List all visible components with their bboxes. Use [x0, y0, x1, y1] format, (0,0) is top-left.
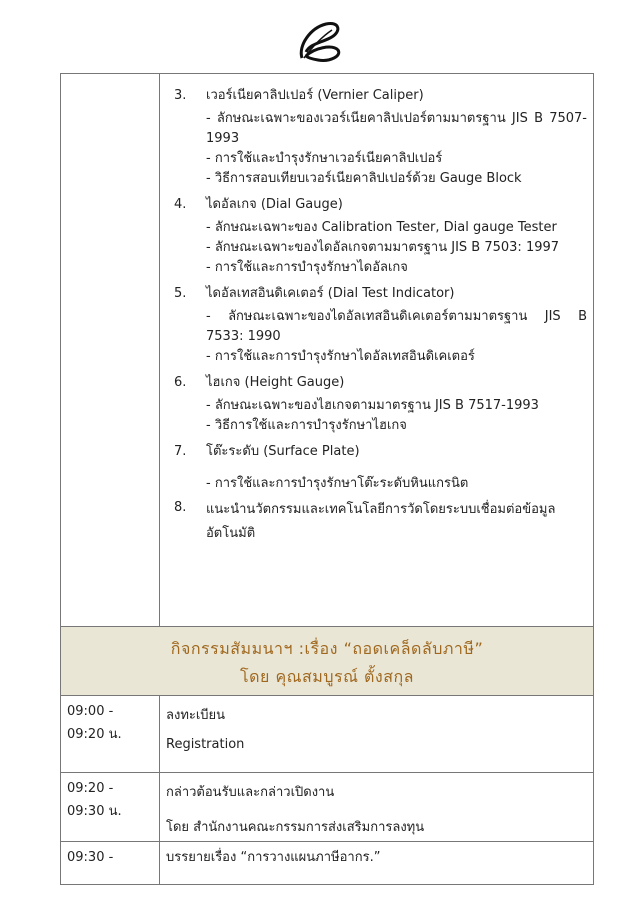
topic-number: 4. [174, 197, 187, 212]
topic-title: ไฮเกจ (Height Gauge) [206, 375, 345, 390]
agenda-table [60, 73, 594, 885]
topic-sub: - ลักษณะเฉพาะของไดอัลเทสอินดิเคเตอร์ตามมาตรฐาน JIS B 7533: 1990 [206, 309, 587, 344]
topic-sub: - การใช้และบำรุงรักษาเวอร์เนียคาลิปเปอร์ [206, 151, 443, 166]
topic-item [174, 284, 587, 367]
butterfly-logo-icon [296, 18, 346, 64]
schedule-row [61, 842, 594, 885]
topic-sub: - วิธีการสอบเทียบเวอร์เนียคาลิปเปอร์ด้วย Gauge Block [206, 171, 522, 186]
description-cell [160, 773, 594, 842]
topic-number: 6. [174, 375, 187, 390]
topics-cell [160, 74, 594, 627]
topic-title: ไดอัลเทสอินดิเคเตอร์ (Dial Test Indicator) [206, 286, 455, 301]
description-cell [160, 842, 594, 885]
time-cell [61, 696, 160, 773]
time-cell [61, 773, 160, 842]
topic-number: 3. [174, 88, 187, 103]
empty-time-cell [61, 74, 160, 627]
description-line: โดย สำนักงานคณะกรรมการส่งเสริมการลงทุน [166, 820, 425, 835]
description-line: ลงทะเบียน [166, 708, 226, 723]
topic-sub: - การใช้และการบำรุงรักษาโต๊ะระดับหินแกรนิต [206, 476, 469, 491]
topic-item [174, 442, 587, 494]
seminar-banner-row [61, 627, 594, 696]
description-cell [160, 696, 594, 773]
topic-title: ไดอัลเกจ (Dial Gauge) [206, 197, 343, 212]
topic-sub: - ลักษณะเฉพาะของไดอัลเกจตามมาตรฐาน JIS B 7503: 1997 [206, 240, 560, 255]
topic-sub: - การใช้และการบำรุงรักษาไดอัลเทสอินดิเคเตอร์ [206, 349, 475, 364]
topic-sub: - วิธีการใช้และการบำรุงรักษาไฮเกจ [206, 418, 407, 433]
time-cell [61, 842, 160, 885]
topic-item [174, 498, 587, 546]
topic-item [174, 195, 587, 278]
time-start: 09:30 - [67, 850, 114, 865]
topic-sub: - ลักษณะเฉพาะของเวอร์เนียคาลิปเปอร์ตามมาตรฐาน JIS B 7507-1993 [206, 111, 587, 146]
topic-sub: - ลักษณะเฉพาะของ Calibration Tester, Dial gauge Tester [206, 220, 557, 235]
seminar-speaker: โดย คุณสมบูรณ์ ตั้งสกุล [240, 667, 414, 686]
topic-sub: - การใช้และการบำรุงรักษาไดอัลเกจ [206, 260, 408, 275]
topic-item [174, 86, 587, 189]
time-start: 09:20 - [67, 781, 114, 796]
topic-number: 8. [174, 500, 187, 515]
time-end: 09:30 น. [67, 804, 122, 819]
schedule-row [61, 696, 594, 773]
topics-row [61, 74, 594, 627]
topic-title: แนะนำนวัตกรรมและเทคโนโลยีการวัดโดยระบบเชื่อมต่อข้อมูลอัตโนมัติ [206, 502, 556, 541]
topic-title: โต๊ะระดับ (Surface Plate) [206, 444, 360, 459]
topic-title: เวอร์เนียคาลิปเปอร์ (Vernier Caliper) [206, 88, 424, 103]
seminar-banner [61, 627, 594, 696]
description-line: กล่าวต้อนรับและกล่าวเปิดงาน [166, 785, 335, 800]
topic-number: 7. [174, 444, 187, 459]
topic-number: 5. [174, 286, 187, 301]
description-line: บรรยายเรื่อง “การวางแผนภาษีอากร.” [166, 850, 381, 865]
topic-item [174, 373, 587, 436]
description-line: Registration [166, 737, 245, 752]
schedule-row [61, 773, 594, 842]
time-start: 09:00 - [67, 704, 114, 719]
seminar-title: กิจกรรมสัมมนาฯ :เรื่อง “ถอดเคล็ดลับภาษี” [170, 639, 484, 658]
topic-sub: - ลักษณะเฉพาะของไฮเกจตามมาตรฐาน JIS B 7517-1993 [206, 398, 539, 413]
time-end: 09:20 น. [67, 727, 122, 742]
